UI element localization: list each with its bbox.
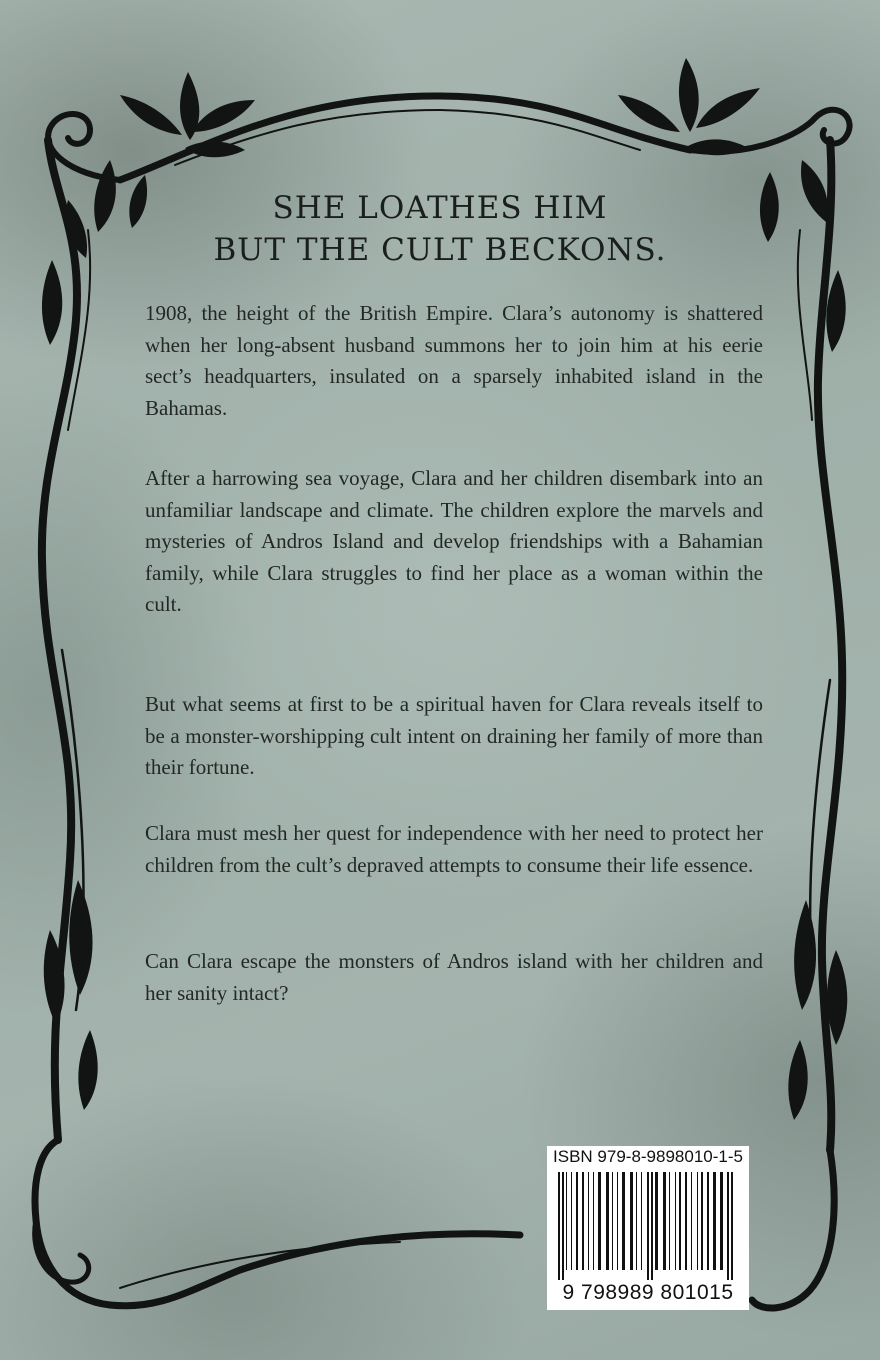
blurb-paragraph: But what seems at first to be a spiritual haven for Clara reveals itself to be a monster-worshipping cult intent on draining her family of more than their fortune. [145,692,763,780]
blurb-paragraph: Clara must mesh her quest for independence with her need to protect her children from the cult’s depraved attempts to consume their life essence. [145,821,763,877]
blurb-paragraph: 1908, the height of the British Empire. Clara’s autonomy is shattered when her long-absent husband summons her to join him at his eerie sect’s headquarters, insulated on a sparsely inhabited island in the Bahamas. [145,301,763,420]
headline-line-1: SHE LOATHES HIM [272,190,608,226]
blurb-paragraph: After a harrowing sea voyage, Clara and her children disembark into an unfamiliar landscape and climate. The children explore the marvels and mysteries of Andros Island and develop friendships with a Bahamian family, while Clara struggles to find her place as a woman within the cult. [145,466,763,617]
barcode-bars [554,1172,742,1280]
headline-line-2: BUT THE CULT BECKONS. [213,232,667,268]
isbn-barcode [547,1146,749,1310]
blurb-paragraph: Can Clara escape the monsters of Andros island with her children and her sanity intact? [145,949,763,1005]
isbn-label: ISBN 979-8-9898010-1-5 [553,1147,743,1166]
barcode-digits: 9 798989 801015 [562,1281,734,1304]
